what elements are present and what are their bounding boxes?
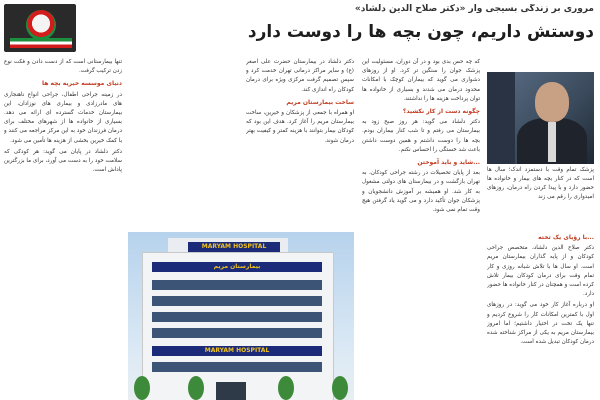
tree-icon — [134, 376, 150, 400]
column-left-subhead: دنیای موسسه خیریه بچه ها — [41, 80, 122, 88]
window-row — [152, 296, 322, 306]
emblem-icon — [26, 10, 56, 40]
portrait-head — [535, 82, 569, 122]
column-midright — [362, 58, 480, 398]
photo-caption: پزشک تمام وقت با دستمزد اندک؛ سال ها است که در کنار بچه های بیمار و خانواده ها حضور دارد و با پیدا کردن راه درمان، روزهای امیدواری را رقم می زند — [487, 167, 594, 200]
tree-icon — [188, 376, 204, 400]
column-midleft-subhead: ساخت بیمارستان مریم — [286, 98, 354, 106]
column-midleft-paragraph-2: او همراه با جمعی از پزشکان و خیرین، ساخت بیمارستان مریم را آغاز کرد. هدف این بود که کودکان بیمار بتوانند با هزینه کمتر و کیفیت بهتر درمان شوند. — [246, 110, 354, 144]
photo-background — [487, 72, 515, 164]
entrance-door — [216, 382, 246, 400]
hospital-photo — [128, 232, 354, 400]
column-midright-paragraph-1: که چه حس بدی بود و در آن دوران، مسئولیت این پزشک جوان را سنگین تر کرد. او از روزهای دشواری می گوید که بیماران کوچک با امکانات محدود درمان می شدند و بسیاری از خانواده ها توان پرداخت هزینه ها را نداشتند. — [362, 59, 480, 102]
hospital-sign-top: MARYAM HOSPITAL — [188, 242, 280, 252]
window-row — [152, 280, 322, 290]
column-right — [487, 230, 594, 398]
tree-icon — [278, 376, 294, 400]
article-headline: دوستش داریم، چون بچه ها را دوست دارد — [247, 22, 594, 42]
portrait-tie — [548, 122, 556, 162]
column-left — [4, 58, 122, 398]
hospital-sign-fa: بیمارستان مریم — [152, 262, 322, 272]
article-kicker: مروری بر زندگی بسیجی وار «دکتر صلاح الدین دلشاد» — [354, 4, 594, 14]
column-left-paragraph-3: دکتر دلشاد در پایان می گوید: هر کودکی که سلامت خود را به دست می آورد، برای ما بزرگترین پاداش است. — [4, 148, 122, 174]
column-midleft-paragraph-1: دکتر دلشاد در بیمارستان حضرت علی اصغر (ع) و سایر مراکز درمانی تهران خدمت کرد و سپس تصمیم گرفت مرکزی ویژه برای درمان کودکان راه اندازی کند. — [246, 59, 354, 93]
flag-icon — [10, 38, 72, 48]
tree-icon — [332, 376, 348, 400]
column-right-subhead: ...با رؤیای یک تخته — [538, 234, 594, 241]
column-midright-subhead-1: چگونه دست از کار نکشید؟ — [402, 108, 480, 116]
window-row — [152, 312, 322, 322]
window-row — [152, 328, 322, 338]
column-right-paragraph-1: دکتر صلاح الدین دلشاد، متخصص جراحی کودکان و از پایه گذاران بیمارستان مریم است. او سال ها با تلاش شبانه روزی و کار تمام وقت برای درمان کودکان بیمار تلاش کرده است و همچنان در کنار خانواده ها حضور دارد. — [487, 245, 594, 298]
building-facade — [142, 252, 334, 400]
column-midleft — [246, 58, 354, 228]
column-left-paragraph-2: در زمینه جراحی اطفال، جراحی انواع ناهنجاری های مادرزادی و بیماری های نوزادان، این بیمارستان خدمات گسترده ای ارائه می دهد. بسیاری از خانواده ها از شهرهای مختلف برای درمان فرزندان خود به این مرکز مراجعه می کنند و با کمک خیرین بخشی از هزینه ها تأمین می شود. — [4, 91, 122, 144]
column-midright-subhead-2: ...شاید و باید آموختن — [417, 159, 480, 167]
window-row — [152, 362, 322, 372]
column-midright-paragraph-2: دکتر دلشاد می گوید: هر روز صبح زود به بیمارستان می رفتم و تا شب کنار بیماران بودم. بچه ها را دوست داشتم و همین دوست داشتن باعث شد خستگی را احساس نکنم. — [362, 119, 480, 153]
column-midright-paragraph-3: بعد از پایان تحصیلات در رشته جراحی کودکان، به تهران بازگشت و در بیمارستان های دولتی مشغول به کار شد. او همیشه بر آموزش دانشجویان و پزشکان جوان تأکید دارد و می گوید یاد گرفتن هیچ وقت تمام نمی شود. — [362, 170, 480, 214]
hospital-sign-bottom: MARYAM HOSPITAL — [152, 346, 322, 356]
portrait-photo — [487, 72, 594, 164]
column-left-paragraph-1: تنها بیمارستانی است که از دست دادن و فکت نوع زدن ترکیب گرفت. — [4, 59, 122, 75]
column-right-paragraph-2: او درباره آغاز کار خود می گوید: در روزهای اول با کمترین امکانات کار را شروع کردیم و تنها یک تخت در اختیار داشتیم؛ اما امروز بیمارستان مریم به یکی از مراکز شناخته شده درمان کودکان تبدیل شده است. — [487, 302, 594, 346]
